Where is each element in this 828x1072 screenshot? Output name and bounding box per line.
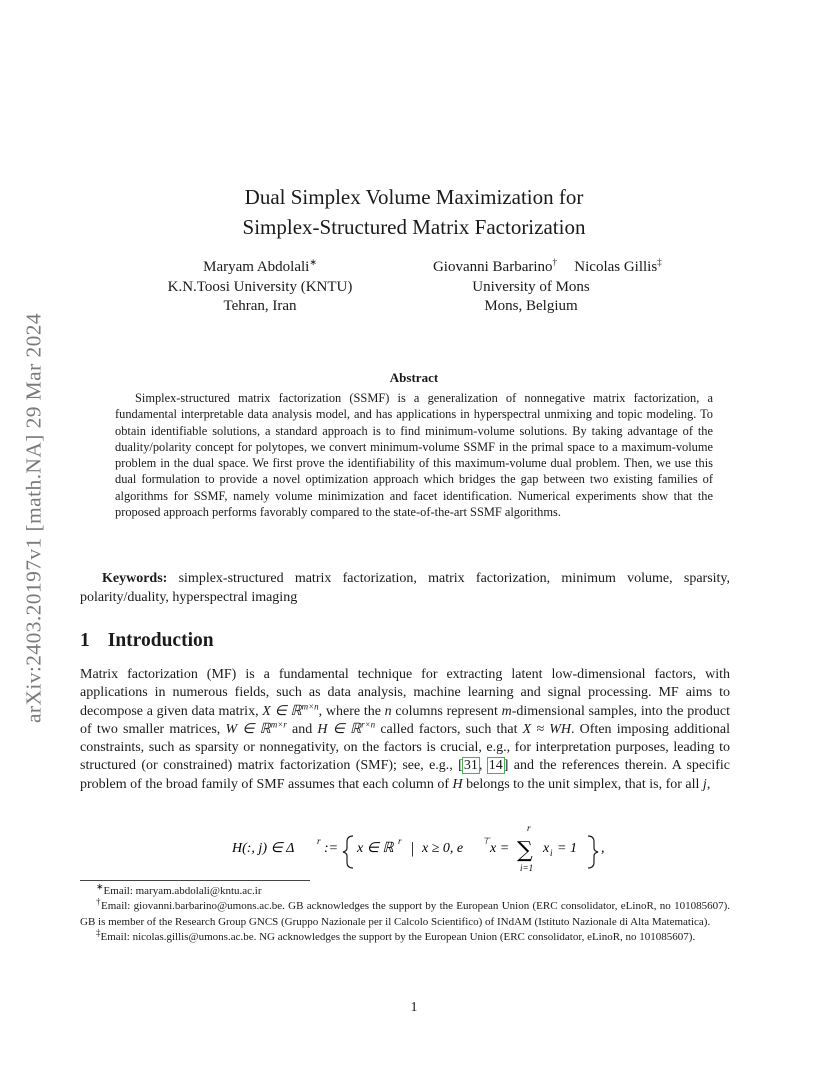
eq-sum-symbol: ∑ — [517, 838, 533, 863]
math-j: j — [702, 776, 707, 792]
keywords — [80, 570, 730, 607]
eq-lhs: H(:, j) ∈ Δ — [232, 841, 295, 856]
introduction-paragraph: Matrix factorization (MF) is a fundamental technique for extracting latent low-dimensional factors, with applications in numerous fields, such as data analysis, machine learning and signal processing. MF aims to decompose a given data matrix, X ∈ ℝ$^{m\times n}$, where the n columns represent m-dimensional samples, into the product of two smaller matrices, W ∈ ℝ$^{m\times r}$ and H ∈ ℝ$^{r\times n}$ called factors, such that X ≈ WH. Often imposing additional constraints, such as sparsity or nonnegativity, on the factors is crucial, e.g., for interpretation purposes, leading to structured (or constrained) matrix factorization (SMF); see, e.g., [31, 14] and the references therein. A specific problem of the broad family of SMF assumes that each column of H belongs to the unit simplex, that is, for all j, — [80, 667, 730, 792]
eq-cond: x ≥ 0, e — [422, 841, 464, 856]
math-h-dim: r×n — [361, 719, 376, 730]
eq-bar: | — [410, 840, 415, 857]
author-3 — [563, 258, 673, 278]
eq-defeq: := — [324, 841, 339, 856]
footnote-1-mark: ∗ — [96, 881, 104, 892]
body-text-8: and the references therein. A specific problem of the broad family of SMF assumes that each column of — [80, 758, 730, 792]
math-h-in-r: H ∈ ℝ — [317, 721, 362, 737]
body-text-9: belongs to the unit simplex, that is, for all — [462, 776, 703, 792]
footnotes — [80, 881, 730, 946]
math-n: n — [384, 703, 392, 719]
right-brace — [588, 836, 598, 868]
shared-affiliation — [400, 278, 662, 317]
footnote-3-mark: ‡ — [96, 927, 101, 938]
math-x-dim: m×n — [301, 700, 319, 711]
footnote-2-text: Email: giovanni.barbarino@umons.ac.be. GB acknowledges the support by the European Union (ERC consolidator, eLinoR, no 101085607). GB is member of the Research Group GNCS (Gruppo Nazionale per il Calcolo Scientifico) of INdAM (Istituto Nazionale di Alta Matematica). — [80, 900, 730, 928]
eq-sum-top: r — [527, 823, 531, 833]
eq-lhs-sup: r — [317, 836, 321, 846]
left-brace — [343, 836, 353, 868]
keywords-text: simplex-structured matrix factorization, matrix factorization, minimum volume, sparsity, polarity/duality, hyperspectral imaging — [80, 571, 731, 605]
author-2-name: Giovanni Barbarino — [432, 259, 553, 275]
footnote-1-text: Email: maryam.abdolali@kntu.ac.ir — [103, 885, 262, 897]
shared-affiliation-location: Mons, Belgium — [484, 298, 578, 314]
title-line-2: Simplex-Structured Matrix Factorization — [242, 215, 586, 239]
author-3-name: Nicolas Gillis — [574, 259, 658, 275]
body-text-6: called factors, such that — [375, 721, 523, 737]
eq-trail: , — [601, 841, 605, 856]
footnote-2 — [80, 896, 730, 930]
eq-cond2: x = — [490, 841, 510, 856]
eq-set-left: x ∈ ℝ — [357, 841, 394, 856]
body-text-10: , — [706, 776, 711, 792]
title-line-1: Dual Simplex Volume Maximization for — [244, 185, 584, 209]
eq-term: x — [543, 841, 550, 856]
abstract-text: Simplex-structured matrix factorization (SSMF) is a generalization of nonnegative matrix factorization, a fundamental interpretable data analysis model, and has applications in hyperspectral unmixing and topic modeling. To obtain identifiable solutions, a standard approach is to find minimum-volume solutions. By taking advantage of the duality/polarity concept for polytopes, we convert minimum-volume SSMF in the primal space to a maximum-volume problem in the dual space. We first prove the identifiability of this maximum-volume dual problem. Then, we use this dual formulation to provide a novel optimization approach which bridges the gap between two existing families of algorithms for SSMF, namely volume minimization and facet identification. Numerical experiments show that the proposed approach performs favorably compared to the state-of-the-art SSMF algorithms. — [115, 391, 713, 520]
footnote-1 — [80, 881, 730, 899]
arxiv-identifier: arXiv:2403.20197v1 [math.NA] 29 Mar 2024 — [21, 312, 46, 724]
section-title: Introduction — [107, 630, 214, 651]
eq-cond-sup: ⊤ — [482, 836, 490, 846]
citation-link-14[interactable]: 14 — [488, 758, 503, 774]
body-text-2: , where the — [318, 703, 385, 719]
abstract-heading: Abstract — [389, 370, 439, 385]
eq-equals-one: = 1 — [557, 841, 577, 856]
math-m: m — [501, 703, 512, 719]
author-3-mark: ‡ — [657, 257, 662, 267]
shared-affiliation-institution: University of Mons — [472, 278, 590, 295]
footnote-2-mark: † — [96, 896, 102, 907]
body-text-1: Matrix factorization (MF) is a fundamental technique for extracting latent low-dimensional factors, with applications in numerous fields, such as data analysis, machine learning and signal processing. MF aims to decompose a given data matrix, — [80, 667, 730, 719]
eq-term-sub: i — [550, 848, 553, 858]
body-text-3: columns represent — [391, 703, 502, 719]
eq-set-left-sup: r — [398, 836, 402, 846]
body-text-5: and — [286, 721, 318, 737]
page-number: 1 — [410, 1000, 418, 1015]
body-text-7: . Often imposing additional constraints, such as sparsity or nonnegativity, on the factors is crucial, e.g., for interpretation purposes, leading to structured (or constrained) matrix factorization (SMF); see, e.g., — [80, 721, 730, 774]
arxiv-sidebar-stamp — [16, 258, 52, 778]
paper-title — [0, 182, 828, 242]
math-w-dim: m×r — [270, 719, 287, 730]
footnote-rule — [80, 880, 310, 881]
footnote-3 — [80, 927, 730, 945]
math-x-in-r: X ∈ ℝ — [262, 703, 302, 719]
section-number: 1 — [80, 630, 90, 651]
author-1-affiliation: K.N.Toosi University (KNTU) — [167, 278, 353, 295]
math-w-in-r: W ∈ ℝ — [225, 721, 271, 737]
author-2-mark: † — [552, 257, 558, 267]
keywords-label: Keywords: — [102, 571, 168, 586]
citation-link-31[interactable]: 31 — [463, 758, 478, 774]
section-heading — [80, 630, 214, 652]
footnote-3-text: Email: nicolas.gillis@umons.ac.be. NG acknowledges the support by the European Union (ERC consolidator, eLinoR, no 101085607). — [100, 931, 696, 944]
author-1 — [130, 258, 390, 317]
math-h: H — [452, 776, 463, 792]
author-1-name: Maryam Abdolali — [203, 259, 310, 275]
body-text-4: -dimensional samples, into the product of two smaller matrices, — [80, 703, 730, 737]
math-approx: X ≈ WH — [522, 721, 572, 737]
eq-sum-bottom: i=1 — [520, 863, 534, 873]
author-1-mark: ∗ — [309, 257, 317, 267]
simplex-equation — [230, 822, 630, 874]
author-1-location: Tehran, Iran — [223, 298, 297, 314]
